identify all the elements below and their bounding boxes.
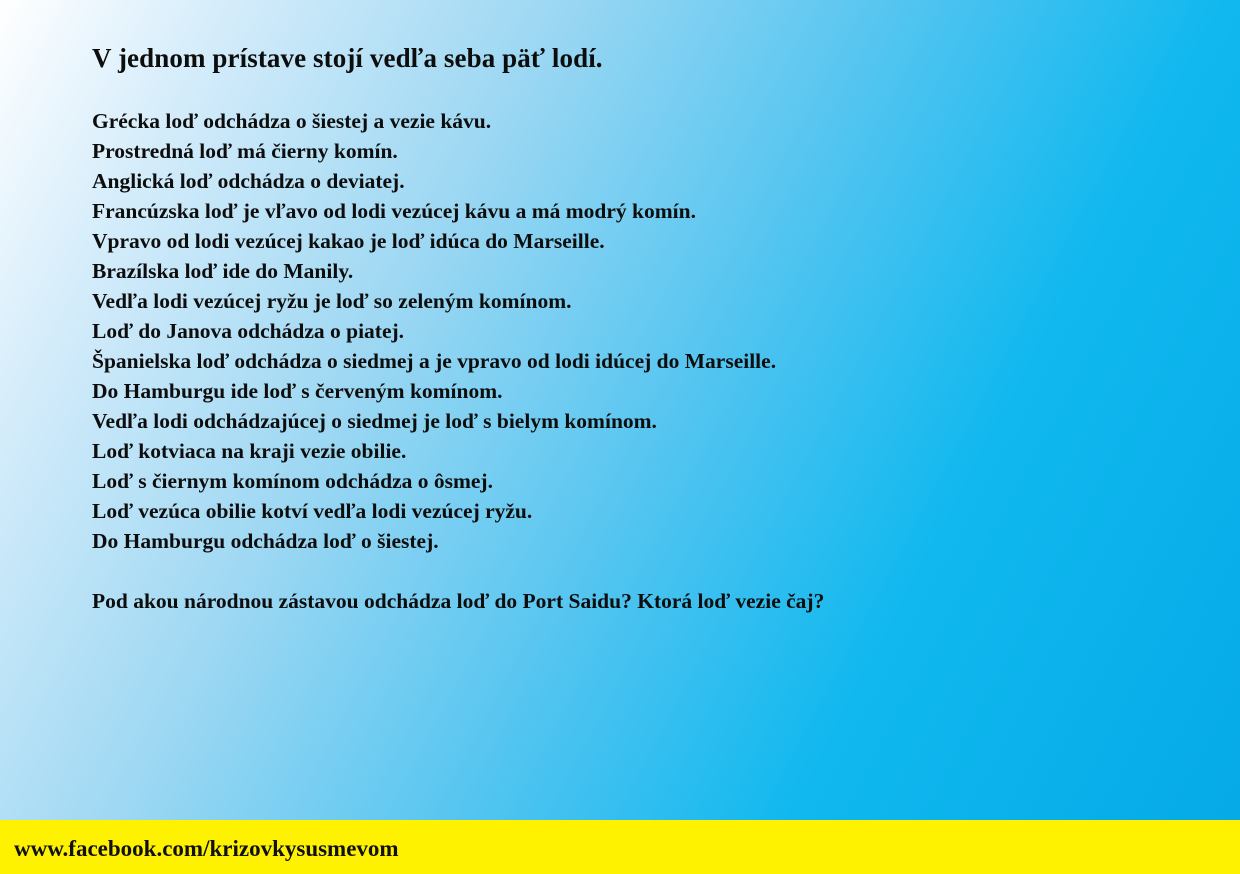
- clue-item: Vedľa lodi odchádzajúcej o siedmej je loď s bielym komínom.: [92, 409, 657, 433]
- clue-item: Loď vezúca obilie kotví vedľa lodi vezúcej ryžu.: [92, 499, 533, 523]
- clue-item: Loď do Janova odchádza o piatej.: [92, 319, 405, 343]
- puzzle-question: Pod akou národnou zástavou odchádza loď do Port Saidu? Ktorá loď vezie čaj?: [92, 589, 825, 613]
- clue-item: Vedľa lodi vezúcej ryžu je loď so zeleným komínom.: [92, 289, 572, 313]
- clue-item: Do Hamburgu odchádza loď o šiestej.: [92, 529, 439, 553]
- clue-item: Loď kotviaca na kraji vezie obilie.: [92, 439, 407, 463]
- clue-item: Loď s čiernym komínom odchádza o ôsmej.: [92, 469, 493, 493]
- footer-bar: [0, 820, 1240, 874]
- puzzle-content: [92, 40, 1192, 638]
- clue-item: Francúzska loď je vľavo od lodi vezúcej kávu a má modrý komín.: [92, 199, 696, 223]
- puzzle-title: V jednom prístave stojí vedľa seba päť lodí.: [92, 43, 603, 73]
- clue-item: Anglická loď odchádza o deviatej.: [92, 169, 405, 193]
- clue-item: Prostredná loď má čierny komín.: [92, 139, 398, 163]
- clue-item: Do Hamburgu ide loď s červeným komínom.: [92, 379, 503, 403]
- clue-item: Brazílska loď ide do Manily.: [92, 259, 354, 283]
- clue-item: Vpravo od lodi vezúcej kakao je loď idúca do Marseille.: [92, 229, 605, 253]
- facebook-link[interactable]: www.facebook.com/krizovkysusmevom: [14, 836, 399, 861]
- clue-item: Grécka loď odchádza o šiestej a vezie kávu.: [92, 109, 492, 133]
- clue-item: Španielska loď odchádza o siedmej a je vpravo od lodi idúcej do Marseille.: [92, 349, 777, 373]
- clue-list: [92, 106, 1192, 556]
